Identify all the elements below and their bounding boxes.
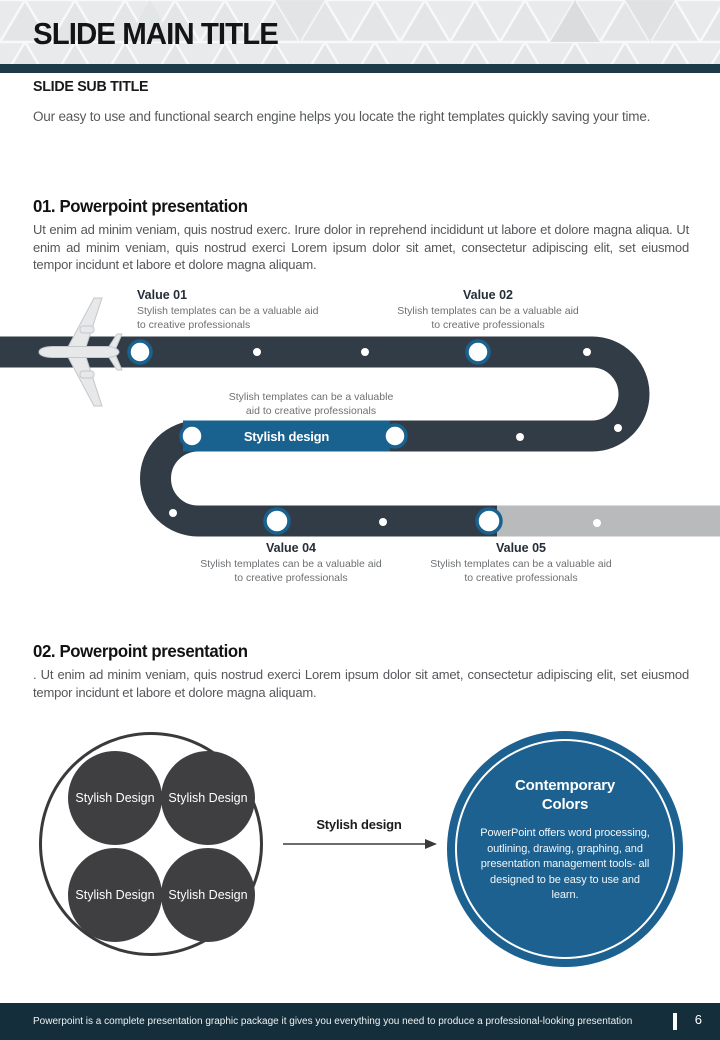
intro-paragraph: Our easy to use and functional search engine helps you locate the right templates quickly saving your time. (33, 109, 651, 124)
value-04-block (200, 541, 382, 585)
cluster-circle-3 (68, 848, 162, 942)
footer-bar (0, 1003, 720, 1040)
value-01-label: Value 01 (137, 288, 188, 302)
cluster-circle-1-label: Stylish Design (75, 791, 155, 805)
section1-body: Ut enim ad minim veniam, quis nostrud exerc. Irure dolor in reprehend incididunt ut labore et dolore magna aliqua. Ut enim ad minim veniam, quis nostrud exerci Lorem ipsum dolor sit amet, consectetur adipiscing elit, set eiusmod tempor incidunt et labore et dolore magna aliquam. (33, 222, 689, 272)
slide-main-title: SLIDE MAIN TITLE (33, 16, 278, 51)
page-number-separator (673, 1013, 677, 1030)
value-02-block (397, 288, 579, 332)
cluster-circle-4-label: Stylish Design (168, 888, 248, 902)
section1-heading: 01. Powerpoint presentation (33, 196, 248, 216)
page-number: 6 (694, 1012, 702, 1027)
airplane-icon (39, 298, 122, 406)
value-04-desc: Stylish templates can be a valuable aid to creative professionals (200, 558, 382, 584)
header-accent-bar (0, 64, 720, 73)
arrow-icon (281, 834, 439, 854)
value-04-label: Value 04 (265, 541, 317, 555)
value-05-desc: Stylish templates can be a valuable aid to creative professionals (430, 558, 612, 584)
cluster-circle-1 (68, 751, 162, 845)
cluster-circle-4 (161, 848, 255, 942)
blue-feature-circle (447, 731, 683, 967)
blue-circle-title: Contemporary Colors (514, 777, 616, 814)
roadmap-banner-label: Stylish design (243, 429, 330, 444)
value-05-label: Value 05 (495, 541, 547, 555)
slide-sub-title: SLIDE SUB TITLE (33, 78, 149, 95)
footer-text: Powerpoint is a complete presentation graphic package it gives you everything you need to produce a professional-looking presentation (33, 1016, 633, 1027)
cluster-circle-2-label: Stylish Design (168, 791, 248, 805)
cluster-circle-2 (161, 751, 255, 845)
blue-circle-body: PowerPoint offers word processing, outlining, drawing, graphing, and presentation management tools- all designed to be easy to use and learn. (480, 827, 650, 902)
value-05-block (430, 541, 612, 585)
arrow-label: Stylish design (316, 817, 402, 832)
value-01-desc: Stylish templates can be a valuable aid to creative professionals (137, 305, 319, 331)
value-02-desc: Stylish templates can be a valuable aid to creative professionals (397, 305, 579, 331)
section2-heading: 02. Powerpoint presentation (33, 641, 248, 661)
value-01-block (137, 288, 327, 332)
roadmap-center-note: Stylish templates can be a valuable aid to creative professionals (228, 391, 394, 417)
cluster-circle-3-label: Stylish Design (75, 888, 155, 902)
value-02-label: Value 02 (462, 288, 514, 302)
section2-body: . Ut enim ad minim veniam, quis nostrud exerci Lorem ipsum dolor sit amet, consectetur adipiscing elit, set eiusmod tempor incidunt et labore et dolore magna aliquam. (33, 667, 689, 700)
